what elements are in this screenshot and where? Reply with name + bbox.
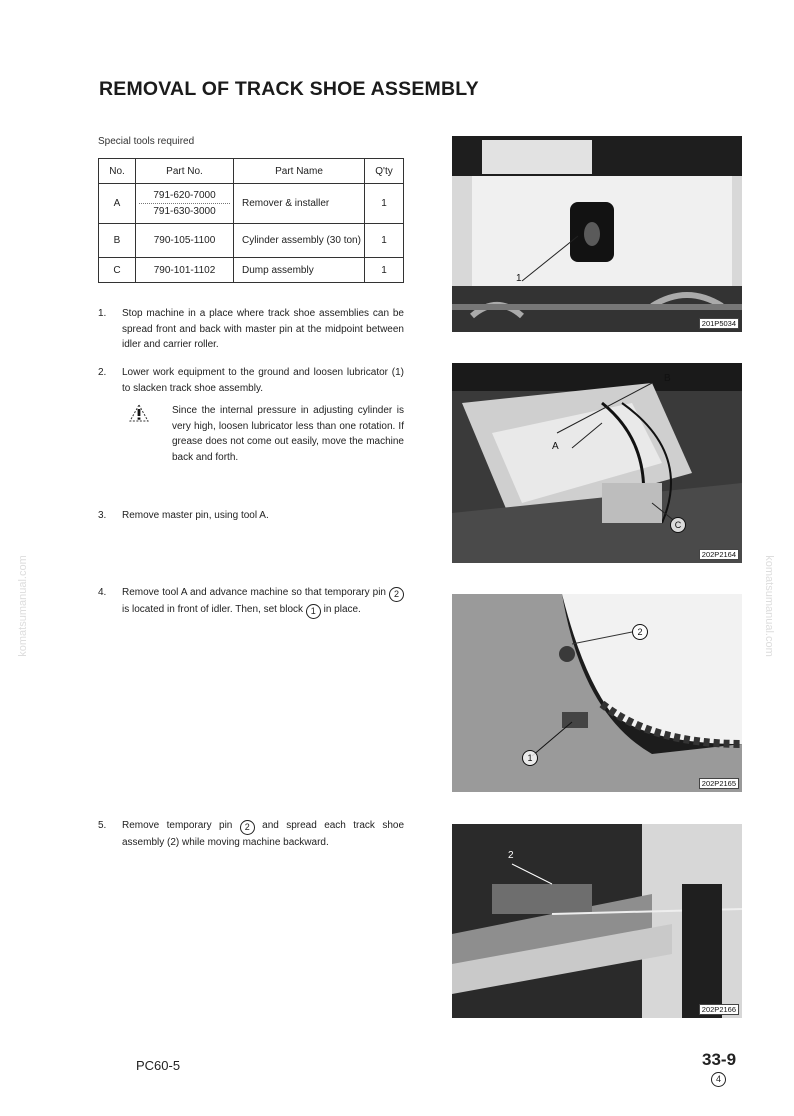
pin-marker: 2 xyxy=(389,587,404,602)
step-text: Remove master pin, using tool A. xyxy=(122,510,269,521)
photo-1 xyxy=(452,136,742,332)
step-4 xyxy=(98,585,404,619)
step-5 xyxy=(98,818,404,851)
col-part-no: Part No. xyxy=(136,159,234,184)
table-row xyxy=(99,258,404,283)
step-text xyxy=(122,818,404,851)
footer-revision-mark: 4 xyxy=(711,1072,726,1087)
photo-3-image xyxy=(452,594,742,792)
tool-qty: 1 xyxy=(365,184,404,224)
step-number: 4. xyxy=(98,587,107,598)
tool-no: A xyxy=(99,184,136,224)
page-title: REMOVAL OF TRACK SHOE ASSEMBLY xyxy=(99,78,479,100)
photo-4-callout-2: 2 xyxy=(508,850,514,861)
photo-3-callout-2: 2 xyxy=(632,624,648,640)
special-tools-table xyxy=(98,158,404,283)
special-tools-label: Special tools required xyxy=(98,136,195,147)
table-header-row xyxy=(99,159,404,184)
photo-2-callout-c: C xyxy=(670,517,686,533)
step-text: Stop machine in a place where track shoe assemblies can be spread front and back with master pin at the midpoint between idler and carrier roller. xyxy=(122,308,404,350)
step-text-part: in place. xyxy=(323,604,361,615)
step-number: 1. xyxy=(98,308,107,319)
footer-model: PC60-5 xyxy=(136,1058,181,1073)
step-2 xyxy=(98,365,404,396)
step-3 xyxy=(98,508,404,524)
part-no-line: 791-620-7000 xyxy=(153,190,216,201)
col-qty: Q'ty xyxy=(365,159,404,184)
photo-2-callout-b: B xyxy=(664,373,671,384)
part-no-line: 790-101-1102 xyxy=(153,264,216,276)
tool-qty: 1 xyxy=(365,224,404,258)
photo-3 xyxy=(452,594,742,792)
step-text xyxy=(122,585,404,619)
tool-no: B xyxy=(99,224,136,258)
col-part-name: Part Name xyxy=(234,159,365,184)
step-text-part: Remove temporary pin xyxy=(122,820,233,831)
photo-4-image xyxy=(452,824,742,1018)
step-text-part: Remove tool A and advance machine so that temporary pin xyxy=(122,587,386,598)
footer-page-number: 33-9 xyxy=(702,1050,737,1069)
block-marker: 1 xyxy=(306,604,321,619)
step-1 xyxy=(98,306,404,353)
part-no-line: 791-630-3000 xyxy=(139,203,230,218)
step-text: Lower work equipment to the ground and loosen lubricator (1) to slacken track shoe assembly. xyxy=(122,367,404,394)
tool-qty: 1 xyxy=(365,258,404,283)
tool-part-no xyxy=(136,224,234,258)
photo-4 xyxy=(452,824,742,1018)
part-no-line: 790-105-1100 xyxy=(153,235,216,246)
photo-1-image xyxy=(452,136,742,332)
tool-no: C xyxy=(99,258,136,283)
col-no: No. xyxy=(99,159,136,184)
watermark-right: komatsumanual.com xyxy=(762,555,775,657)
step-number: 3. xyxy=(98,510,107,521)
tool-part-no xyxy=(136,184,234,224)
photo-2-id: 202P2164 xyxy=(699,549,739,560)
step-text-part: is located in front of idler. Then, set block xyxy=(122,604,304,615)
photo-2-image xyxy=(452,363,742,563)
photo-3-callout-1: 1 xyxy=(522,750,538,766)
watermark-left: komatsumanual.com xyxy=(16,555,29,657)
photo-4-id: 202P2166 xyxy=(699,1004,739,1015)
photo-1-callout: 1 xyxy=(516,273,522,284)
photo-1-id: 201P5034 xyxy=(699,318,739,329)
table-row xyxy=(99,224,404,258)
photo-3-id: 202P2165 xyxy=(699,778,739,789)
photo-2 xyxy=(452,363,742,563)
step-number: 2. xyxy=(98,367,107,378)
warning-triangle-icon xyxy=(128,403,150,423)
caution-note xyxy=(128,403,404,465)
tool-part-no xyxy=(136,258,234,283)
table-row xyxy=(99,184,404,224)
tool-part-name: Cylinder assembly (30 ton) xyxy=(234,224,365,258)
step-number: 5. xyxy=(98,820,107,831)
pin-marker: 2 xyxy=(240,820,255,835)
caution-text: Since the internal pressure in adjusting cylinder is very high, loosen lubricator less than one rotation. If grease does not come out easily, move the machine back and forth. xyxy=(172,405,404,463)
tool-part-name: Dump assembly xyxy=(234,258,365,283)
tool-part-name: Remover & installer xyxy=(234,184,365,224)
step-text-part: and spread each track shoe assembly (2) while moving machine backward. xyxy=(122,820,404,848)
photo-2-callout-a: A xyxy=(552,441,559,452)
